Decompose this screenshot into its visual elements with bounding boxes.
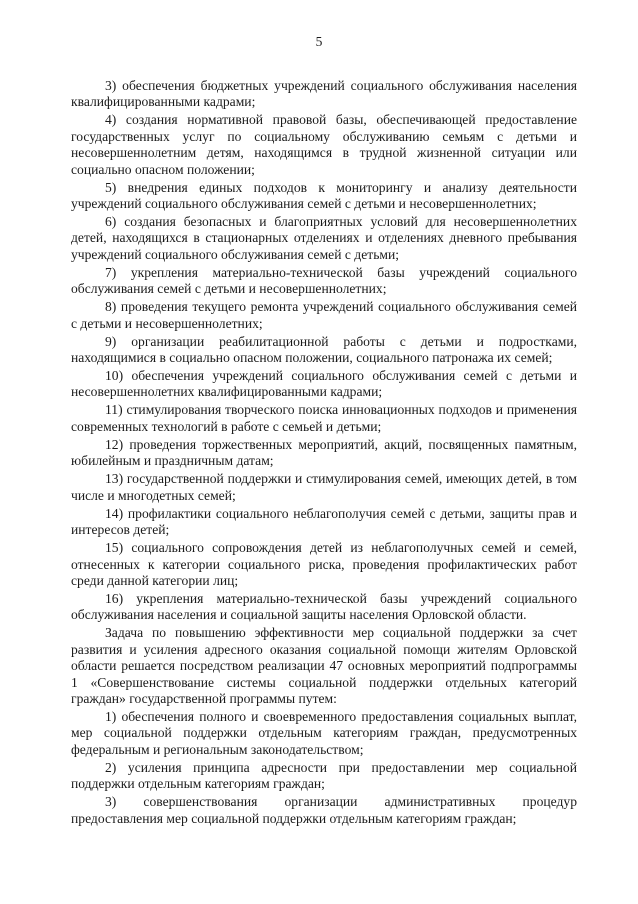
paragraph-subitem-3: 3) совершенствования организации административных процедур предоставления мер социальной поддержки отдельным категориям граждан; [71,794,577,826]
paragraph-item-14: 14) профилактики социального неблагополучия семей с детьми, защиты прав и интересов детей; [71,505,577,538]
paragraph-subitem-2: 2) усиления принципа адресности при предоставлении мер социальной поддержки отдельным категориям граждан; [71,759,577,792]
paragraph-item-4: 4) создания нормативной правовой базы, обеспечивающей предоставление государственных услуг по социальному обслуживанию семьям с детьми и несовершеннолетним детям, находящимся в трудной жизненной ситуации или социально опасном положении; [71,112,577,177]
paragraph-task-intro: Задача по повышению эффективности мер социальной поддержки за счет развития и усиления адресного оказания социальной помощи жителям Орловской области решается посредством реализации 47 основных мероприятий подпрограммы 1 «Совершенствование системы социальной поддержки отдельных категорий граждан» государственной программы путем: [71,625,577,706]
paragraph-item-13: 13) государственной поддержки и стимулирования семей, имеющих детей, в том числе и многодетных семей; [71,471,577,503]
paragraph-item-7: 7) укрепления материально-технической базы учреждений социального обслуживания семей с детьми и несовершеннолетних; [71,264,577,297]
paragraph-item-12: 12) проведения торжественных мероприятий, акций, посвященных памятным, юбилейным и праздничным датам; [71,436,577,469]
paragraph-item-5: 5) внедрения единых подходов к мониторингу и анализу деятельности учреждений социального обслуживания семей с детьми и несовершеннолетних; [71,179,577,212]
paragraph-subitem-1: 1) обеспечения полного и своевременного предоставления социальных выплат, мер социальной поддержки отдельным категориям граждан, предусмотренных федеральным и региональным законодательством; [71,708,577,757]
paragraph-item-3: 3) обеспечения бюджетных учреждений социального обслуживания населения квалифицированными кадрами; [71,78,577,110]
paragraph-item-10: 10) обеспечения учреждений социального обслуживания семей с детьми и несовершеннолетних квалифицированными кадрами; [71,368,577,400]
document-body [71,78,577,829]
paragraph-item-15: 15) социального сопровождения детей из неблагополучных семей и семей, отнесенных к категории социального риска, проведения профилактических работ среди данной категории лиц; [71,540,577,588]
paragraph-item-6: 6) создания безопасных и благоприятных условий для несовершеннолетних детей, находящихся в стационарных отделениях и отделениях дневного пребывания учреждений социального обслуживания семей с детьми; [71,214,577,262]
page-number: 5 [315,34,323,49]
paragraph-item-8: 8) проведения текущего ремонта учреждений социального обслуживания семей с детьми и несовершеннолетних; [71,299,577,331]
paragraph-item-9: 9) организации реабилитационной работы с детьми и подростками, находящимися в социально опасном положении, социального патронажа их семей; [71,333,577,366]
paragraph-item-11: 11) стимулирования творческого поиска инновационных подходов и применения современных технологий в работе с семьей и детьми; [71,402,577,434]
paragraph-item-16: 16) укрепления материально-технической базы учреждений социального обслуживания населения и социальной защиты населения Орловской области. [71,590,577,623]
